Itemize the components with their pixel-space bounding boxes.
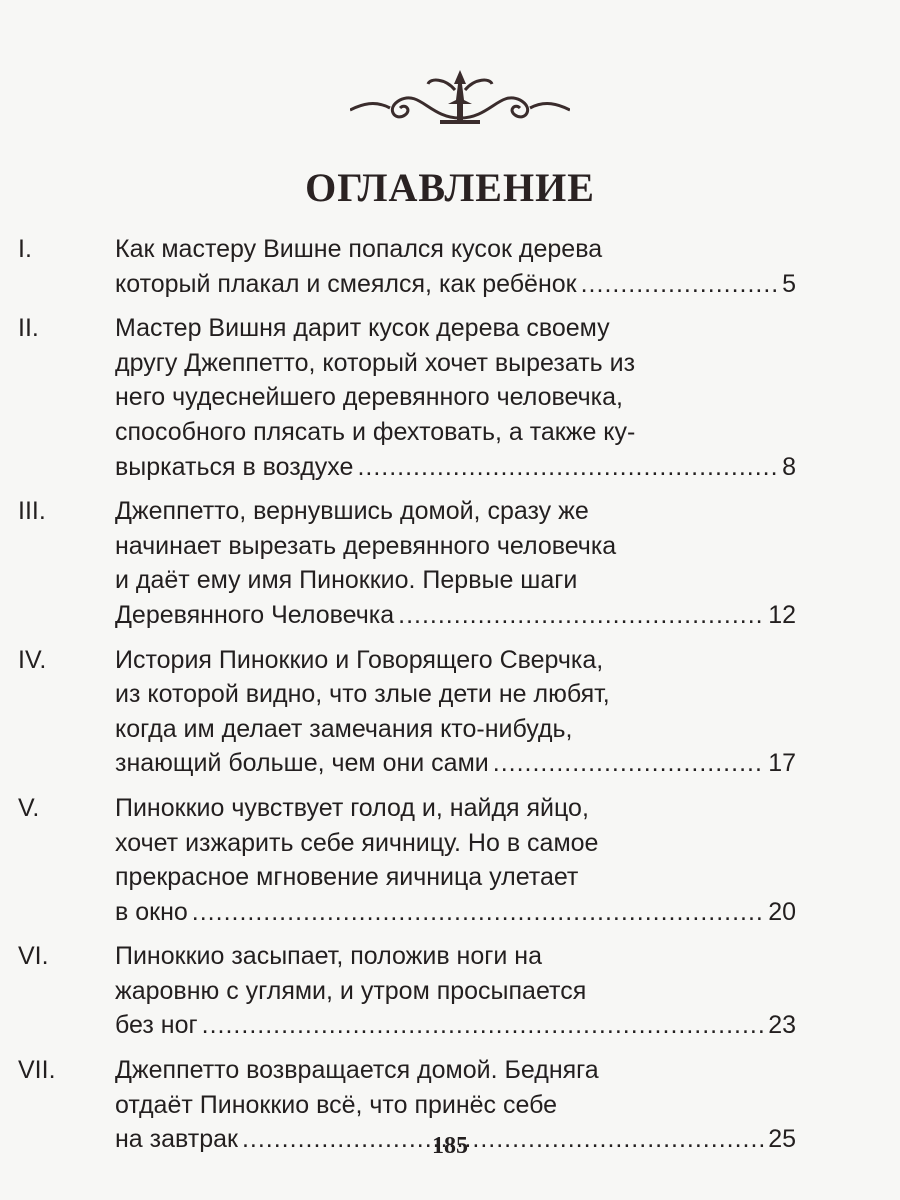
chapter-title-line: прекрасное мгновение яичница улетает — [115, 863, 579, 892]
chapter-title-line: когда им делает замечания кто-нибудь, — [115, 714, 573, 743]
chapter-title-line: Джеппетто, вернувшись домой, сразу же — [115, 497, 589, 526]
chapter-title-line: Мастер Вишня дарит кусок дерева своему — [115, 314, 610, 343]
chapter-page: 20 — [768, 897, 796, 926]
chapter-number: I. — [18, 235, 32, 263]
chapter-title-line: начинает вырезать деревянного человечка — [115, 531, 617, 560]
chapter-title-line: на завтрак — [115, 1125, 238, 1154]
toc-entry — [18, 494, 796, 632]
chapter-page: 12 — [768, 600, 796, 629]
dot-leader — [581, 267, 778, 302]
chapter-title-line: и даёт ему имя Пиноккио. Первые шаги — [115, 566, 578, 595]
chapter-title-line: хочет изжарить себе яичницу. Но в самое — [115, 828, 599, 857]
page-number: 185 — [432, 1133, 468, 1159]
chapter-title-line: в окно — [115, 897, 188, 926]
chapter-page: 17 — [768, 749, 796, 778]
chapter-number: V. — [18, 793, 40, 822]
toc-entry — [18, 791, 796, 929]
chapter-title-line: который плакал и смеялся, как ребёнок — [115, 269, 577, 298]
chapter-title-line: способного плясать и фехтовать, а также ку- — [115, 417, 636, 446]
page-title: ОГЛАВЛЕНИЕ — [305, 165, 595, 210]
dot-leader — [493, 746, 764, 781]
chapter-title-line: жаровню с углями, и утром просыпается — [115, 976, 587, 1005]
chapter-title-line: знающий больше, чем они сами — [115, 749, 489, 778]
chapter-page: 23 — [768, 1011, 796, 1040]
chapter-number: III. — [18, 497, 46, 526]
chapter-title-line: Джеппетто возвращается домой. Бедняга — [115, 1056, 599, 1085]
chapter-title-line: Деревянного Человечка — [115, 600, 395, 629]
chapter-title-line: История Пиноккио и Говорящего Сверчка, — [115, 645, 604, 674]
chapter-number: II. — [18, 314, 39, 343]
chapter-title-line: из которой видно, что злые дети не любят, — [115, 680, 610, 709]
chapter-title-line: Как мастеру Вишне попался кусок дерева — [115, 235, 603, 263]
dot-leader — [357, 450, 778, 485]
toc-entry — [18, 232, 796, 301]
dot-leader — [192, 895, 764, 930]
chapter-title-line: Пиноккио засыпает, положив ноги на — [115, 942, 543, 971]
toc-entry — [18, 643, 796, 781]
chapter-title-line: без ног — [115, 1011, 198, 1040]
chapter-title-line: другу Джеппетто, который хочет вырезать из — [115, 348, 636, 377]
toc-entry — [18, 939, 796, 1043]
chapter-page: 5 — [782, 269, 796, 298]
decorative-ornament — [350, 70, 570, 130]
chapter-title-line: выркаться в воздухе — [115, 452, 354, 481]
chapter-title-line: Пиноккио чувствует голод и, найдя яйцо, — [115, 793, 589, 822]
toc-entry — [18, 311, 796, 484]
chapter-number: VI. — [18, 942, 49, 971]
chapter-title-line: отдаёт Пиноккио всё, что принёс себе — [115, 1090, 558, 1119]
chapter-number: VII. — [18, 1056, 56, 1085]
chapter-page: 8 — [782, 452, 796, 481]
dot-leader — [398, 598, 764, 633]
chapter-number: IV. — [18, 645, 47, 674]
dot-leader — [202, 1008, 765, 1043]
table-of-contents — [18, 232, 796, 1167]
chapter-title-line: него чудеснейшего деревянного человечка, — [115, 383, 623, 412]
chapter-page: 25 — [768, 1125, 796, 1154]
